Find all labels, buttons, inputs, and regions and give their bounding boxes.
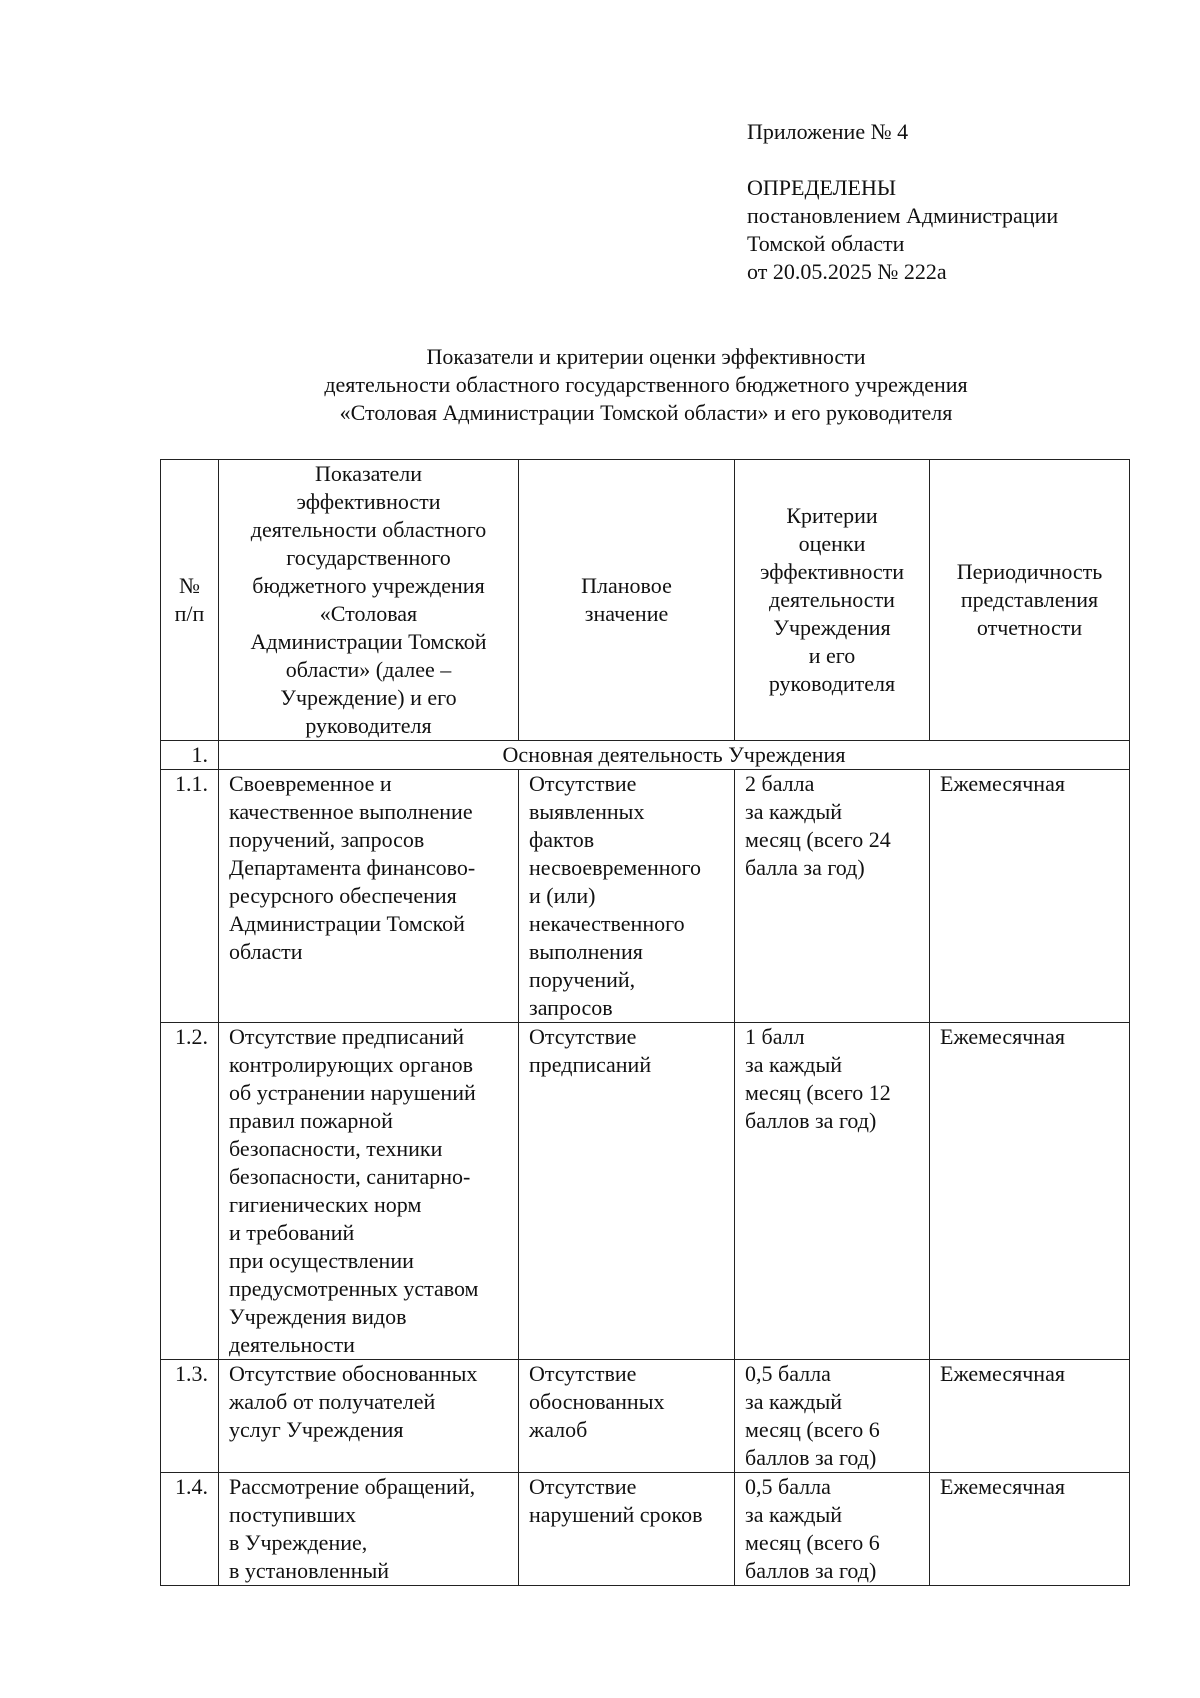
appendix-label: Приложение № 4 <box>747 119 909 144</box>
section-label: Основная деятельность Учреждения <box>219 741 1130 770</box>
row-indicator: Своевременное и качественное выполнение поручений, запросов Департамента финансово- ресурсного обеспечения Администрации Томской области <box>219 770 519 1023</box>
row-planned: Отсутствие нарушений сроков <box>519 1473 735 1586</box>
header-planned: Плановое значение <box>519 460 735 741</box>
approval-line-3: от 20.05.2025 № 222а <box>747 259 947 284</box>
header-indicator: Показатели эффективности деятельности областного государственного бюджетного учреждения «Столовая Администрации Томской области» (далее – Учреждение) и его руководителя <box>219 460 519 741</box>
row-periodicity: Ежемесячная <box>930 1360 1130 1473</box>
criteria-table <box>160 459 1130 1586</box>
title-line-2: деятельности областного государственного бюджетного учреждения <box>324 372 968 397</box>
row-indicator: Отсутствие обоснованных жалоб от получателей услуг Учреждения <box>219 1360 519 1473</box>
section-row <box>161 741 1130 770</box>
row-num: 1.2. <box>161 1023 219 1360</box>
table-header-row <box>161 460 1130 741</box>
row-criteria: 0,5 балла за каждый месяц (всего 6 баллов за год) <box>735 1360 930 1473</box>
table-row <box>161 770 1130 1023</box>
row-criteria: 1 балл за каждый месяц (всего 12 баллов за год) <box>735 1023 930 1360</box>
table-row <box>161 1023 1130 1360</box>
row-periodicity: Ежемесячная <box>930 1473 1130 1586</box>
approval-line-2: Томской области <box>747 231 905 256</box>
approval-block <box>747 118 1058 286</box>
header-criteria: Критерии оценки эффективности деятельности Учреждения и его руководителя <box>735 460 930 741</box>
row-num: 1.3. <box>161 1360 219 1473</box>
row-num: 1.1. <box>161 770 219 1023</box>
header-num: № п/п <box>161 460 219 741</box>
title-line-1: Показатели и критерии оценки эффективности <box>426 344 866 369</box>
row-num: 1.4. <box>161 1473 219 1586</box>
row-criteria: 0,5 балла за каждый месяц (всего 6 баллов за год) <box>735 1473 930 1586</box>
row-planned: Отсутствие обоснованных жалоб <box>519 1360 735 1473</box>
row-planned: Отсутствие выявленных фактов несвоевременного и (или) некачественного выполнения поручений, запросов <box>519 770 735 1023</box>
section-num: 1. <box>161 741 219 770</box>
row-periodicity: Ежемесячная <box>930 1023 1130 1360</box>
row-periodicity: Ежемесячная <box>930 770 1130 1023</box>
row-indicator: Рассмотрение обращений, поступивших в Учреждение, в установленный <box>219 1473 519 1586</box>
approval-line-1: постановлением Администрации <box>747 203 1059 228</box>
row-criteria: 2 балла за каждый месяц (всего 24 балла за год) <box>735 770 930 1023</box>
document-title <box>160 343 1132 427</box>
approval-determined: ОПРЕДЕЛЕНЫ <box>747 175 897 200</box>
row-planned: Отсутствие предписаний <box>519 1023 735 1360</box>
table-row <box>161 1473 1130 1586</box>
row-indicator: Отсутствие предписаний контролирующих органов об устранении нарушений правил пожарной безопасности, техники безопасности, санитарно- гигиенических норм и требований при осуществлении предусмотренных уставом Учреждения видов деятельности <box>219 1023 519 1360</box>
header-periodicity: Периодичность представления отчетности <box>930 460 1130 741</box>
title-line-3: «Столовая Администрации Томской области» и его руководителя <box>339 400 953 425</box>
table-row <box>161 1360 1130 1473</box>
